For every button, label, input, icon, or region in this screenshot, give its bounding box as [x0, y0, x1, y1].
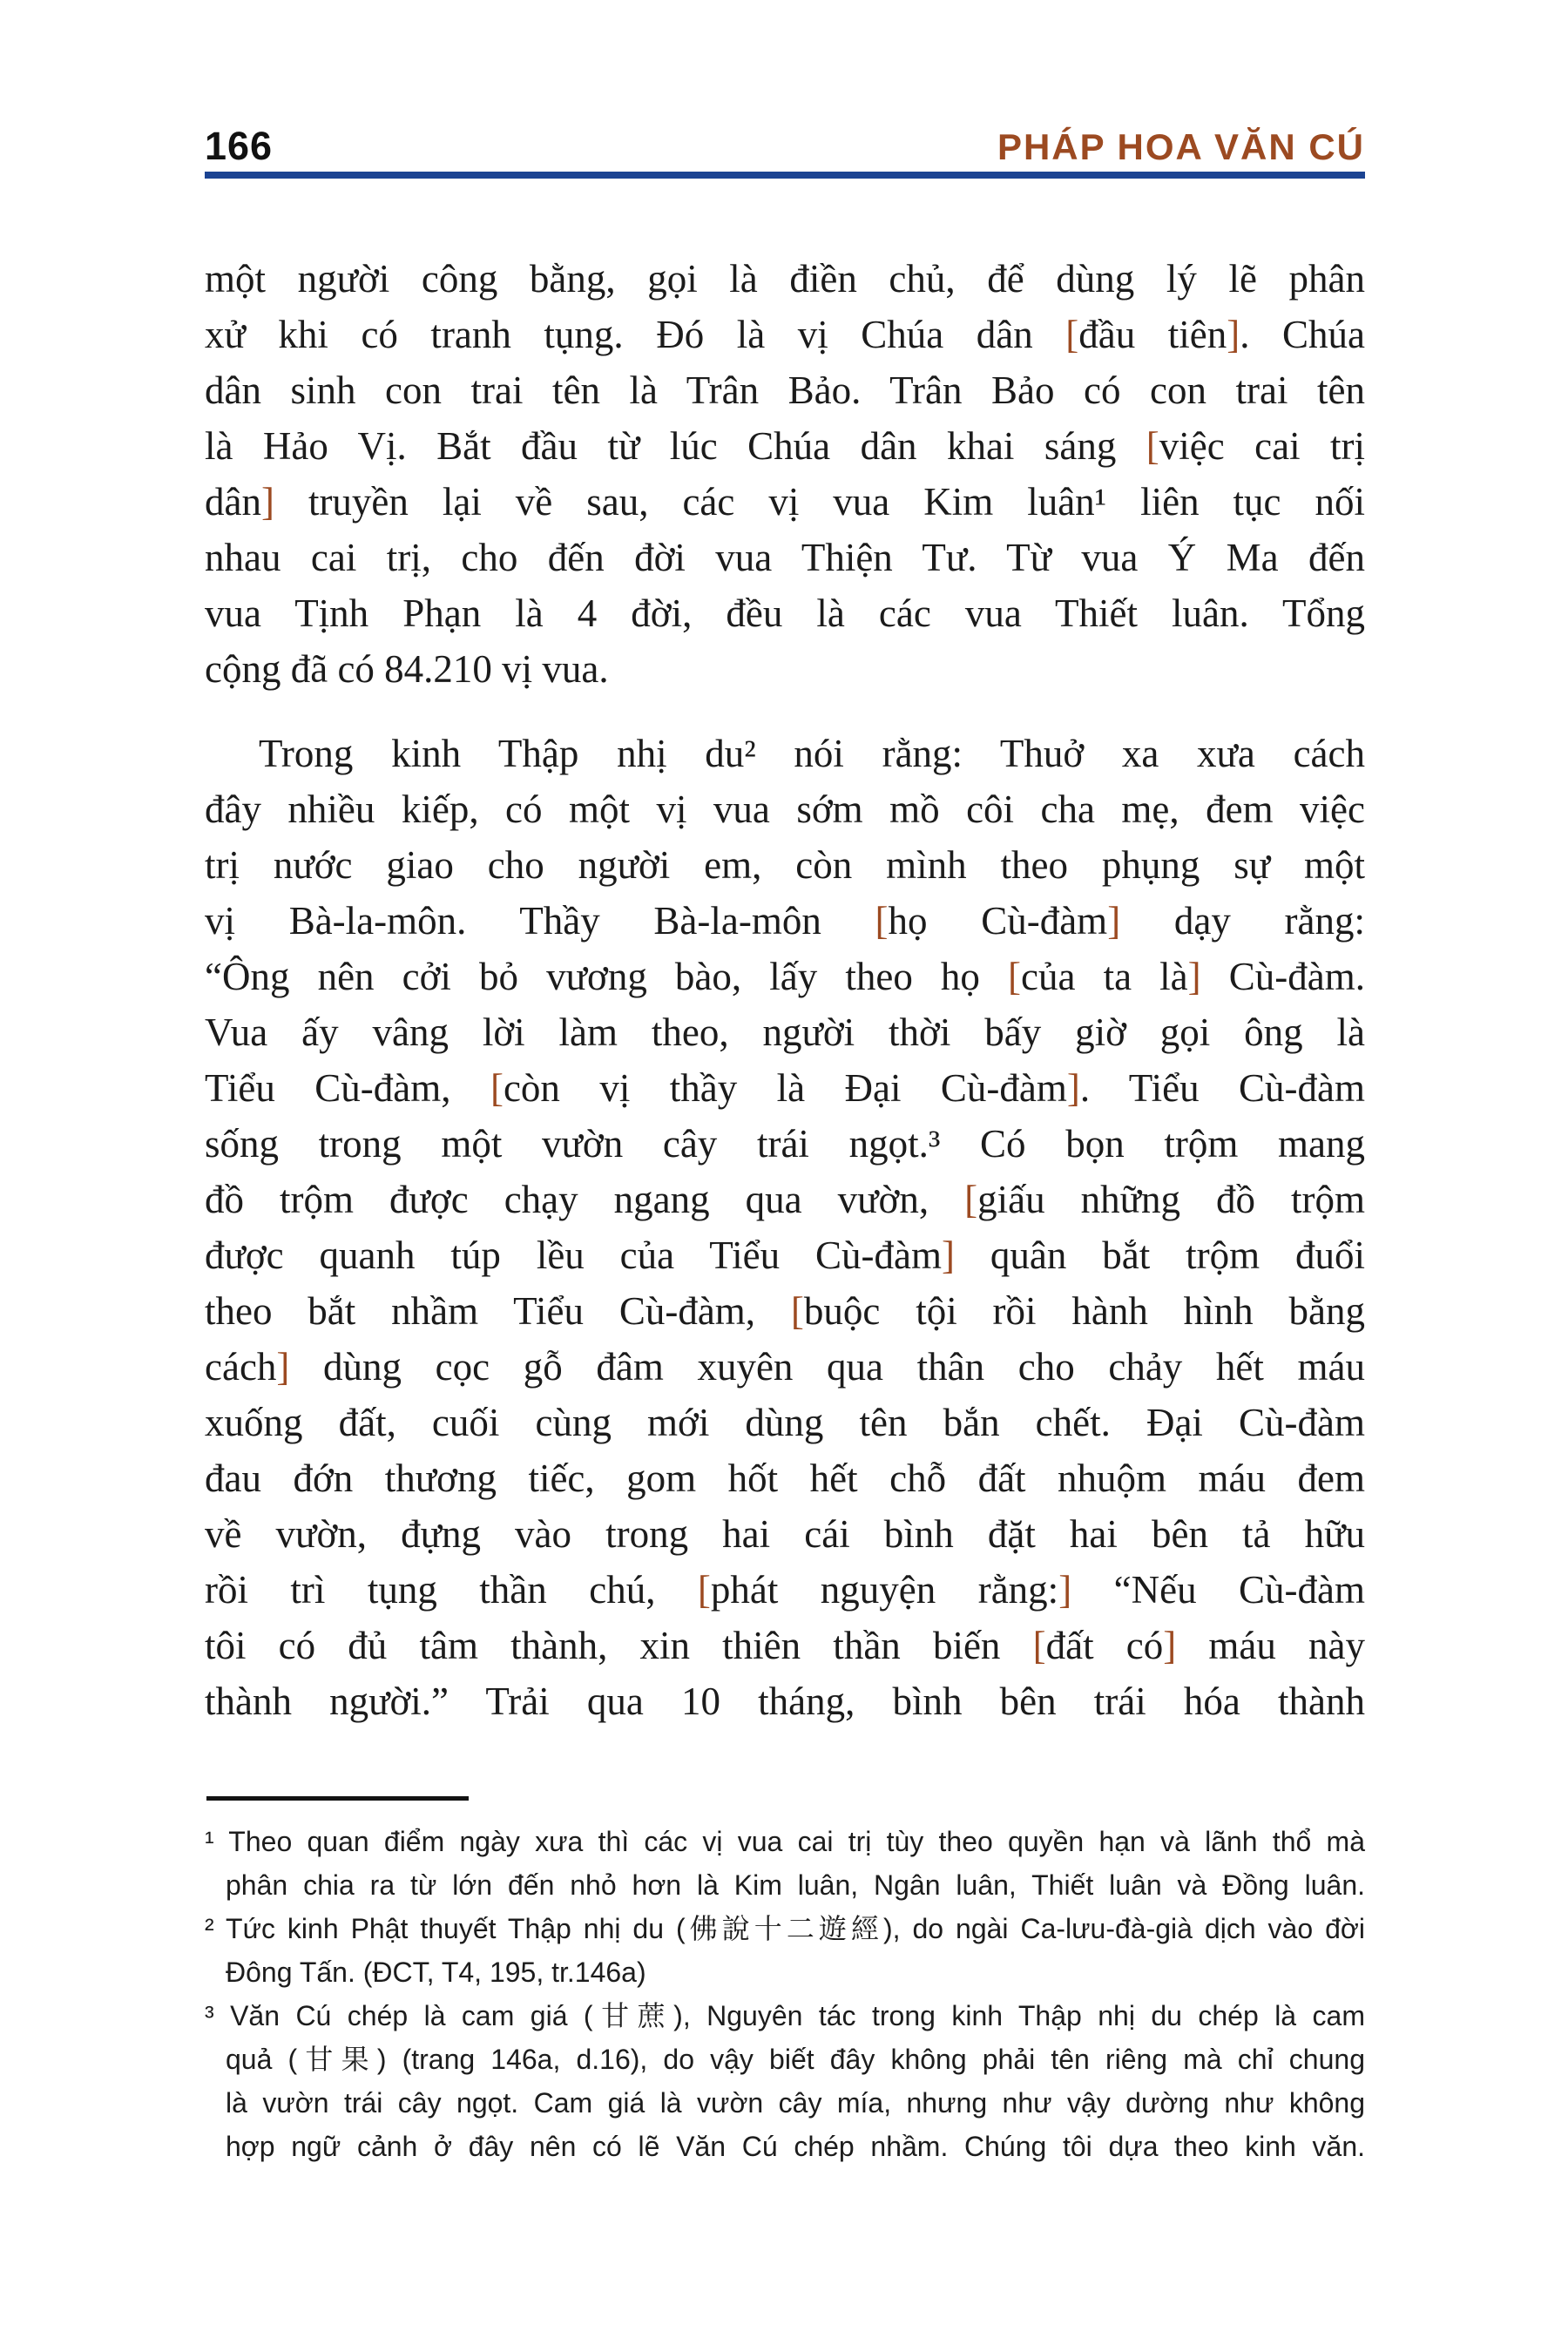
- editorial-bracket: ]: [1187, 955, 1201, 998]
- editorial-bracket: [: [1065, 313, 1079, 356]
- page-header: [205, 124, 1365, 169]
- paragraph: [205, 251, 1365, 697]
- body-text-line: Trong kinh Thập nhị du² nói rằng: Thuở xa xưa cách: [259, 732, 1365, 775]
- paragraph: [205, 726, 1365, 1729]
- editorial-bracket: ]: [1227, 313, 1240, 356]
- body-text-line: theo bắt nhầm Tiểu Cù-đàm, [buộc tội rồi hành hình bằng: [205, 1289, 1365, 1333]
- body-text-line: về vườn, đựng vào trong hai cái bình đặt hai bên tả hữu: [205, 1512, 1365, 1556]
- body-text-line: trị nước giao cho người em, còn mình theo phụng sự một: [205, 843, 1365, 887]
- body-text-line: đây nhiều kiếp, có một vị vua sớm mồ côi cha mẹ, đem việc: [205, 787, 1365, 831]
- body-text-line: Vua ấy vâng lời làm theo, người thời bấy giờ gọi ông là: [205, 1010, 1365, 1054]
- body-text-line: sống trong một vườn cây trái ngọt.³ Có bọn trộm mang: [205, 1122, 1365, 1166]
- editorial-bracket: ]: [276, 1345, 290, 1389]
- body-text-line: cách] dùng cọc gỗ đâm xuyên qua thân cho chảy hết máu: [205, 1345, 1365, 1389]
- body-text-line: được quanh túp lều của Tiểu Cù-đàm] quân bắt trộm đuổi: [205, 1233, 1365, 1277]
- body-text-line: dân] truyền lại về sau, các vị vua Kim luân¹ liên tục nối: [205, 480, 1365, 524]
- body-text: [205, 251, 1365, 1729]
- footnote-line: là vườn trái cây ngọt. Cam giá là vườn cây mía, nhưng như vậy dường như không: [226, 2087, 1365, 2119]
- body-text-line: xuống đất, cuối cùng mới dùng tên bắn chết. Đại Cù-đàm: [205, 1401, 1365, 1444]
- footnote-separator: [206, 1796, 469, 1801]
- editorial-bracket: [: [875, 899, 889, 943]
- header-rule: [205, 172, 1365, 179]
- body-text-line: cộng đã có 84.210 vị vua.: [205, 647, 609, 691]
- body-text-line: một người công bằng, gọi là điền chủ, để dùng lý lẽ phân: [205, 257, 1365, 301]
- running-title: PHÁP HOA VĂN CÚ: [997, 126, 1365, 167]
- body-text-line: xử khi có tranh tụng. Đó là vị Chúa dân [đầu tiên]. Chúa: [205, 313, 1365, 356]
- body-text-line: là Hảo Vị. Bắt đầu từ lúc Chúa dân khai sáng [việc cai trị: [205, 424, 1365, 468]
- editorial-bracket: ]: [1066, 1066, 1080, 1110]
- editorial-bracket: [: [964, 1178, 978, 1221]
- page-number: 166: [205, 124, 274, 168]
- footnote: [205, 1820, 1365, 1907]
- body-text-line: dân sinh con trai tên là Trân Bảo. Trân Bảo có con trai tên: [205, 368, 1365, 412]
- editorial-bracket: [: [1008, 955, 1022, 998]
- footnote-line: ³ Văn Cú chép là cam giá (甘蔗), Nguyên tác trong kinh Thập nhị du chép là cam: [205, 2000, 1365, 2031]
- footnote-line: hợp ngữ cảnh ở đây nên có lẽ Văn Cú chép nhầm. Chúng tôi dựa theo kinh văn.: [226, 2131, 1365, 2162]
- body-text-line: thành người.” Trải qua 10 tháng, bình bên trái hóa thành: [205, 1680, 1365, 1723]
- editorial-bracket: [: [1032, 1624, 1046, 1667]
- footnote-line: Đông Tấn. (ĐCT, T4, 195, tr.146a): [226, 1957, 646, 1988]
- editorial-bracket: [: [697, 1568, 711, 1612]
- body-text-line: tôi có đủ tâm thành, xin thiên thần biến [đất có] máu này: [205, 1624, 1365, 1667]
- footnote-line: quả (甘果) (trang 146a, d.16), do vậy biết đây không phải tên riêng mà chỉ chung: [226, 2044, 1365, 2075]
- body-text-line: nhau cai trị, cho đến đời vua Thiện Tư. Từ vua Ý Ma đến: [205, 536, 1365, 579]
- body-text-line: “Ông nên cởi bỏ vương bào, lấy theo họ [của ta là] Cù-đàm.: [205, 955, 1366, 998]
- body-text-line: đau đớn thương tiếc, gom hốt hết chỗ đất nhuộm máu đem: [205, 1456, 1365, 1500]
- editorial-bracket: ]: [1058, 1568, 1072, 1612]
- body-text-line: đồ trộm được chạy ngang qua vườn, [giấu những đồ trộm: [205, 1178, 1365, 1221]
- editorial-bracket: [: [790, 1289, 804, 1333]
- editorial-bracket: ]: [1163, 1624, 1177, 1667]
- body-text-line: Tiểu Cù-đàm, [còn vị thầy là Đại Cù-đàm]. Tiểu Cù-đàm: [205, 1066, 1365, 1110]
- footnote-line: ¹ Theo quan điểm ngày xưa thì các vị vua cai trị tùy theo quyền hạn và lãnh thổ mà: [205, 1826, 1365, 1857]
- body-text-line: rồi trì tụng thần chú, [phát nguyện rằng:] “Nếu Cù-đàm: [205, 1568, 1365, 1612]
- editorial-bracket: ]: [941, 1233, 955, 1277]
- editorial-bracket: ]: [260, 480, 274, 524]
- footnote: [205, 1907, 1365, 1994]
- editorial-bracket: [: [1146, 424, 1159, 468]
- body-text-line: vua Tịnh Phạn là 4 đời, đều là các vua Thiết luân. Tổng: [205, 591, 1365, 635]
- editorial-bracket: ]: [1107, 899, 1121, 943]
- footnote-line: phân chia ra từ lớn đến nhỏ hơn là Kim luân, Ngân luân, Thiết luân và Đồng luân.: [226, 1869, 1365, 1901]
- body-text-line: vị Bà-la-môn. Thầy Bà-la-môn [họ Cù-đàm] dạy rằng:: [205, 899, 1365, 943]
- footnotes: [205, 1820, 1365, 2168]
- editorial-bracket: [: [490, 1066, 504, 1110]
- footnote: [205, 1994, 1365, 2168]
- footnote-line: ² Tức kinh Phật thuyết Thập nhị du (佛說十二遊經), do ngài Ca-lưu-đà-già dịch vào đời: [205, 1913, 1365, 1944]
